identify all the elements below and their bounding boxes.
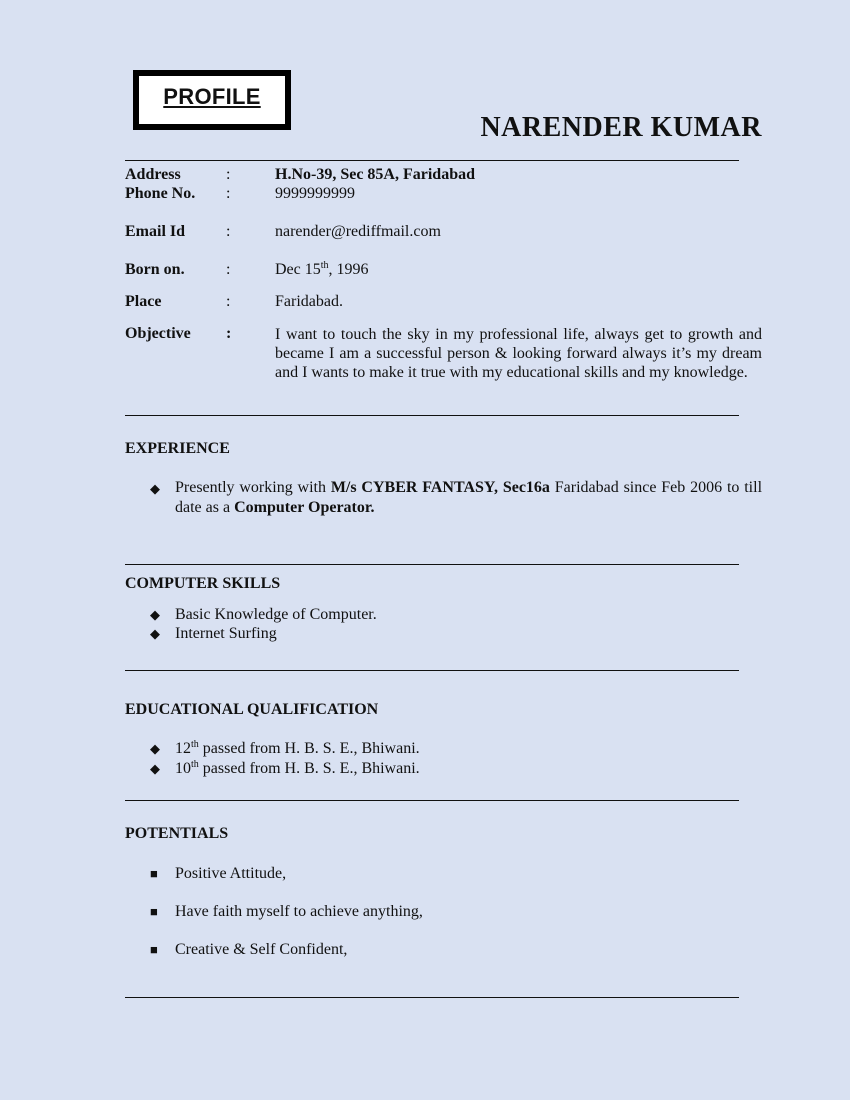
profile-box — [133, 70, 291, 130]
address-value: H.No-39, Sec 85A, Faridabad — [275, 166, 475, 183]
experience-role: Computer Operator. — [234, 498, 375, 516]
potential-text: Have faith myself to achieve anything, — [175, 903, 423, 920]
diamond-bullet-icon: ◆ — [150, 626, 160, 641]
place-label: Place — [125, 293, 162, 310]
profile-label: PROFILE — [163, 84, 261, 109]
colon: : — [226, 293, 231, 310]
diamond-bullet-icon: ◆ — [150, 481, 160, 496]
colon: : — [226, 223, 231, 240]
email-label: Email Id — [125, 223, 186, 240]
born-year: , 1996 — [328, 261, 369, 278]
divider — [125, 800, 739, 801]
education-sup: th — [191, 759, 199, 770]
colon: : — [226, 261, 231, 278]
experience-text — [175, 478, 762, 517]
born-day: Dec 15 — [275, 261, 321, 278]
education-num: 12 — [175, 740, 191, 757]
divider — [125, 415, 739, 416]
potential-text: Creative & Self Confident, — [175, 941, 348, 958]
diamond-bullet-icon: ◆ — [150, 607, 160, 622]
born-suffix: th — [320, 260, 329, 271]
experience-part1: Presently working with — [175, 479, 331, 496]
born-label: Born on. — [125, 261, 185, 278]
education-text — [175, 759, 420, 779]
colon: : — [226, 325, 232, 342]
divider — [125, 160, 739, 161]
email-value: narender@rediffmail.com — [275, 223, 441, 240]
skills-heading: COMPUTER SKILLS — [125, 575, 281, 592]
experience-part2: Faridabad since Feb 2006 to till date as a — [175, 479, 763, 516]
potentials-heading: POTENTIALS — [125, 825, 229, 842]
candidate-name: NARENDER KUMAR — [480, 112, 762, 143]
born-value — [275, 261, 369, 279]
education-num: 10 — [175, 760, 191, 777]
experience-company: M/s CYBER FANTASY, Sec16a — [330, 479, 550, 496]
education-text — [175, 739, 420, 759]
phone-value: 9999999999 — [275, 185, 355, 202]
education-sup: th — [191, 739, 199, 750]
experience-heading: EXPERIENCE — [125, 440, 230, 457]
square-bullet-icon: ■ — [150, 942, 158, 957]
education-desc: passed from H. B. S. E., Bhiwani. — [198, 740, 420, 757]
colon: : — [226, 185, 231, 202]
education-desc: passed from H. B. S. E., Bhiwani. — [198, 760, 420, 777]
square-bullet-icon: ■ — [150, 904, 158, 919]
place-value: Faridabad. — [275, 293, 343, 310]
diamond-bullet-icon: ◆ — [150, 761, 160, 776]
divider — [125, 997, 739, 998]
phone-label: Phone No. — [125, 185, 196, 202]
potential-text: Positive Attitude, — [175, 865, 287, 882]
divider — [125, 564, 739, 565]
objective-value: I want to touch the sky in my professional life, always get to growth and became I am a successful person & looking forward always it’s my dream and I wants to make it true with my educational skills and my knowledge. — [275, 326, 762, 381]
objective-label: Objective — [125, 325, 191, 342]
square-bullet-icon: ■ — [150, 866, 158, 881]
colon: : — [226, 166, 231, 183]
divider — [125, 670, 739, 671]
address-label: Address — [125, 166, 181, 183]
diamond-bullet-icon: ◆ — [150, 741, 160, 756]
skill-text: Internet Surfing — [175, 625, 277, 642]
education-heading: EDUCATIONAL QUALIFICATION — [125, 701, 379, 718]
skill-text: Basic Knowledge of Computer. — [175, 606, 377, 623]
